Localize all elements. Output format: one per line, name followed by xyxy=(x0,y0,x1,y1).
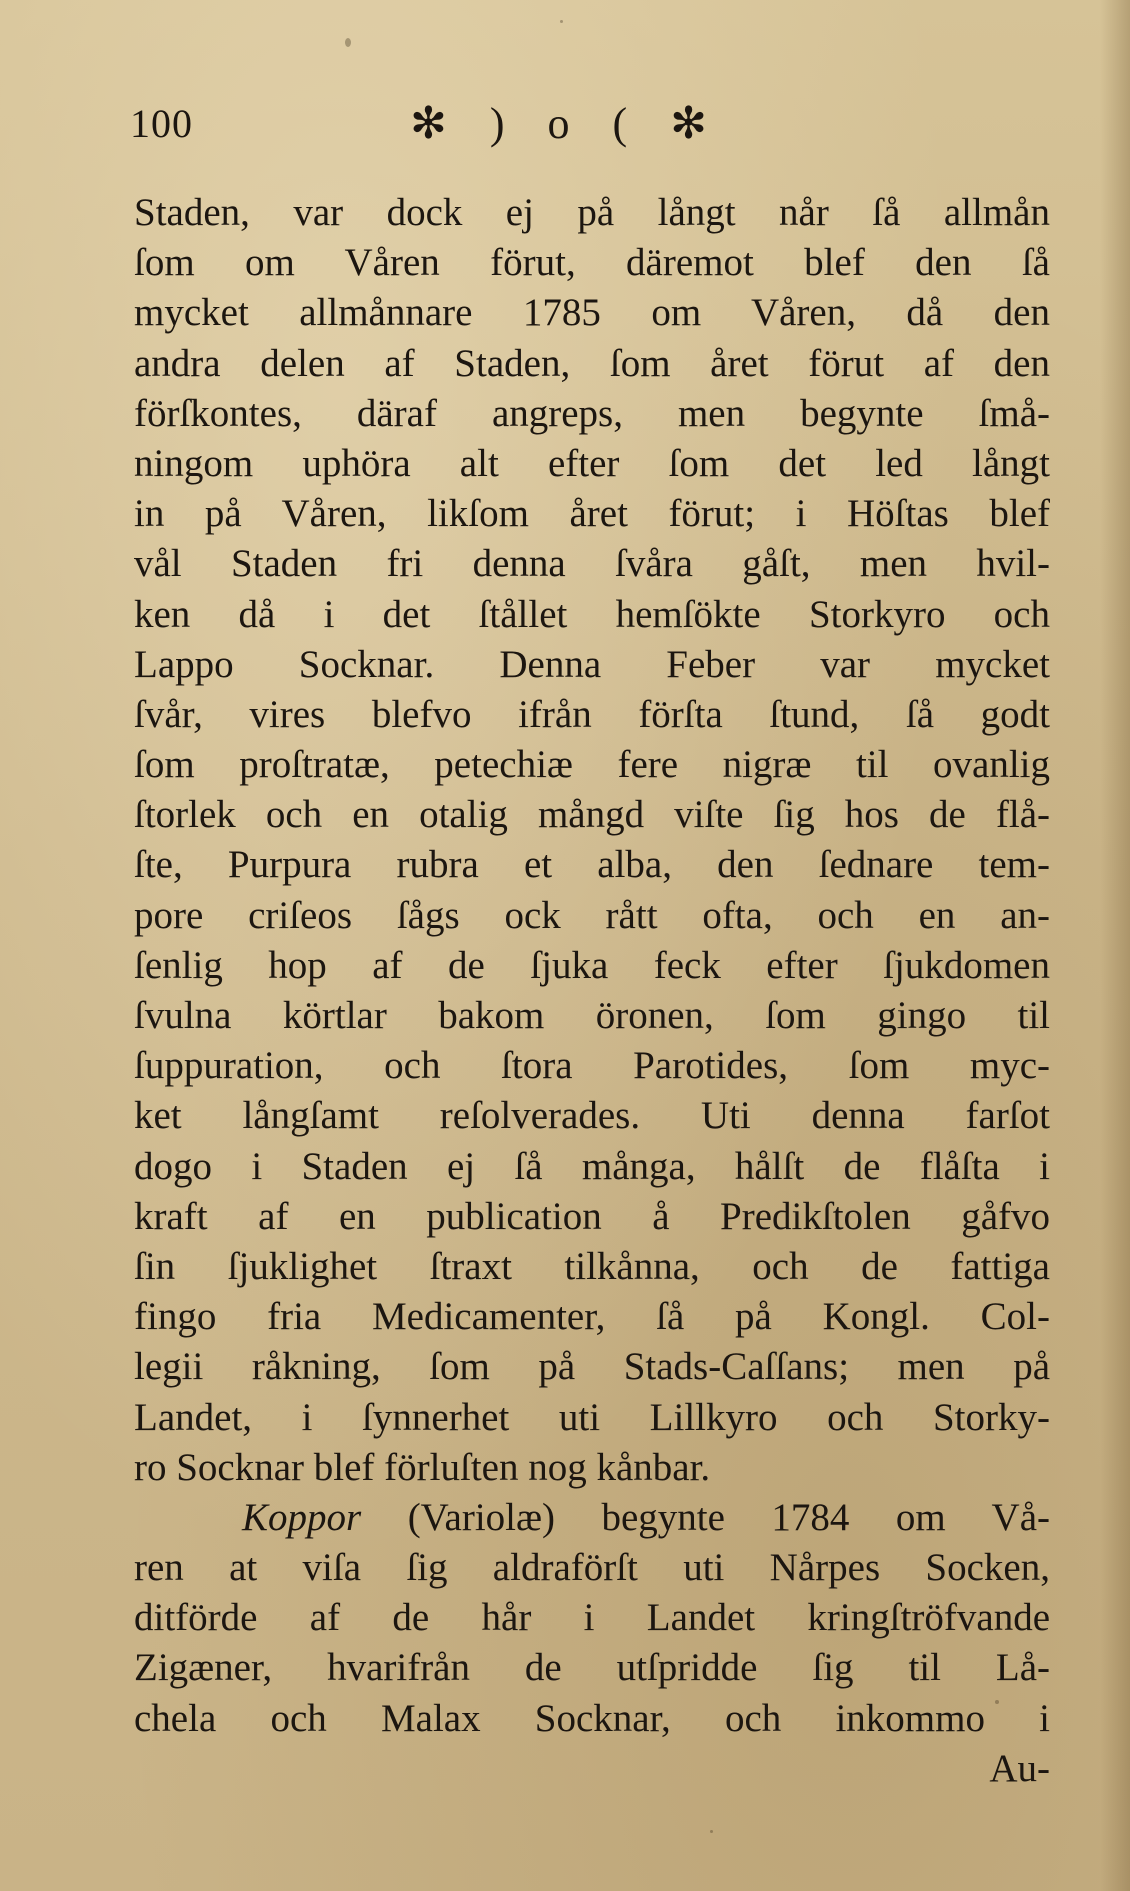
paragraph-first-line xyxy=(134,1493,1050,1543)
text-line: ſin ſjuklighet ſtraxt tilkånna, och de fattiga xyxy=(134,1244,1050,1288)
text-line: ro Socknar blef förluſten nog kånbar. xyxy=(134,1445,711,1489)
text-line: Zigæner, hvarifrån de utſpridde ſig til Lå- xyxy=(134,1646,1050,1690)
text-line: Lappo Socknar. Denna Feber var mycket xyxy=(134,642,1050,686)
text-line: ken då i det ſtållet hemſökte Storkyro och xyxy=(134,592,1050,636)
text-line: pore criſeos ſågs ock rått ofta, och en an- xyxy=(134,893,1050,937)
text-line: andra delen af Staden, ſom året förut af den xyxy=(134,341,1050,385)
paper-speck xyxy=(710,1830,713,1833)
text-line: förſkontes, däraf angreps, men begynte ſmå- xyxy=(134,391,1050,435)
text-line: ſuppuration, och ſtora Parotides, ſom myc- xyxy=(134,1044,1050,1088)
paper-speck xyxy=(995,1700,999,1704)
body-text xyxy=(134,188,1050,1794)
page-header xyxy=(130,100,1050,160)
italic-term: Koppor xyxy=(242,1495,362,1539)
text-line: chela och Malax Socknar, och inkommo i xyxy=(134,1696,1050,1740)
catchword: Au- xyxy=(989,1746,1050,1790)
text-line: ſtorlek och en otalig mångd viſte ſig hos de flå- xyxy=(134,793,1050,837)
text-line: ſom proſtratæ, petechiæ fere nigræ til ovanlig xyxy=(134,743,1050,787)
paper-speck xyxy=(345,38,351,47)
text-line: ſte, Purpura rubra et alba, den ſednare tem- xyxy=(134,843,1050,887)
text-line: mycket allmånnare 1785 om Våren, då den xyxy=(134,291,1050,335)
text-line: in på Våren, likſom året förut; i Höſtas blef xyxy=(134,492,1050,536)
page-number: 100 xyxy=(130,101,193,146)
first-line-rest: (Variolæ) begynte 1784 om Vå- xyxy=(361,1495,1050,1539)
text-line: ren at viſa ſig aldraförſt uti Nårpes Socken, xyxy=(134,1546,1050,1590)
text-line: ningom uphöra alt efter ſom det led långt xyxy=(134,441,1050,485)
running-head-ornament: ✻ ) o ( ✻ xyxy=(410,99,724,148)
text-line: ditförde af de hår i Landet kringſtröfvande xyxy=(134,1596,1050,1640)
text-line: ſenlig hop af de ſjuka feck efter ſjukdomen xyxy=(134,943,1050,987)
text-line: Landet, i ſynnerhet uti Lillkyro och Storky- xyxy=(134,1395,1050,1439)
text-line: ſvulna körtlar bakom öronen, ſom gingo til xyxy=(134,994,1050,1037)
text-line: fingo fria Medicamenter, ſå på Kongl. Col- xyxy=(134,1295,1050,1339)
text-line: ket långſamt reſolverades. Uti denna farſot xyxy=(134,1094,1050,1138)
paper-speck xyxy=(560,20,563,23)
text-line: kraft af en publication å Predikſtolen gåfvo xyxy=(134,1194,1050,1238)
text-line: ſom om Våren förut, däremot blef den ſå xyxy=(134,241,1050,285)
text-line: vål Staden fri denna ſvåra gåſt, men hvil- xyxy=(134,542,1050,586)
text-line: legii råkning, ſom på Stads-Caſſans; men på xyxy=(134,1345,1050,1389)
page-edge-shadow xyxy=(1100,0,1130,1891)
text-line: dogo i Staden ej ſå många, hålſt de flåſta i xyxy=(134,1144,1050,1188)
text-line: Staden, var dock ej på långt når ſå allmån xyxy=(134,191,1050,234)
text-line: ſvår, vires blefvo ifrån förſta ſtund, ſå godt xyxy=(134,692,1050,736)
